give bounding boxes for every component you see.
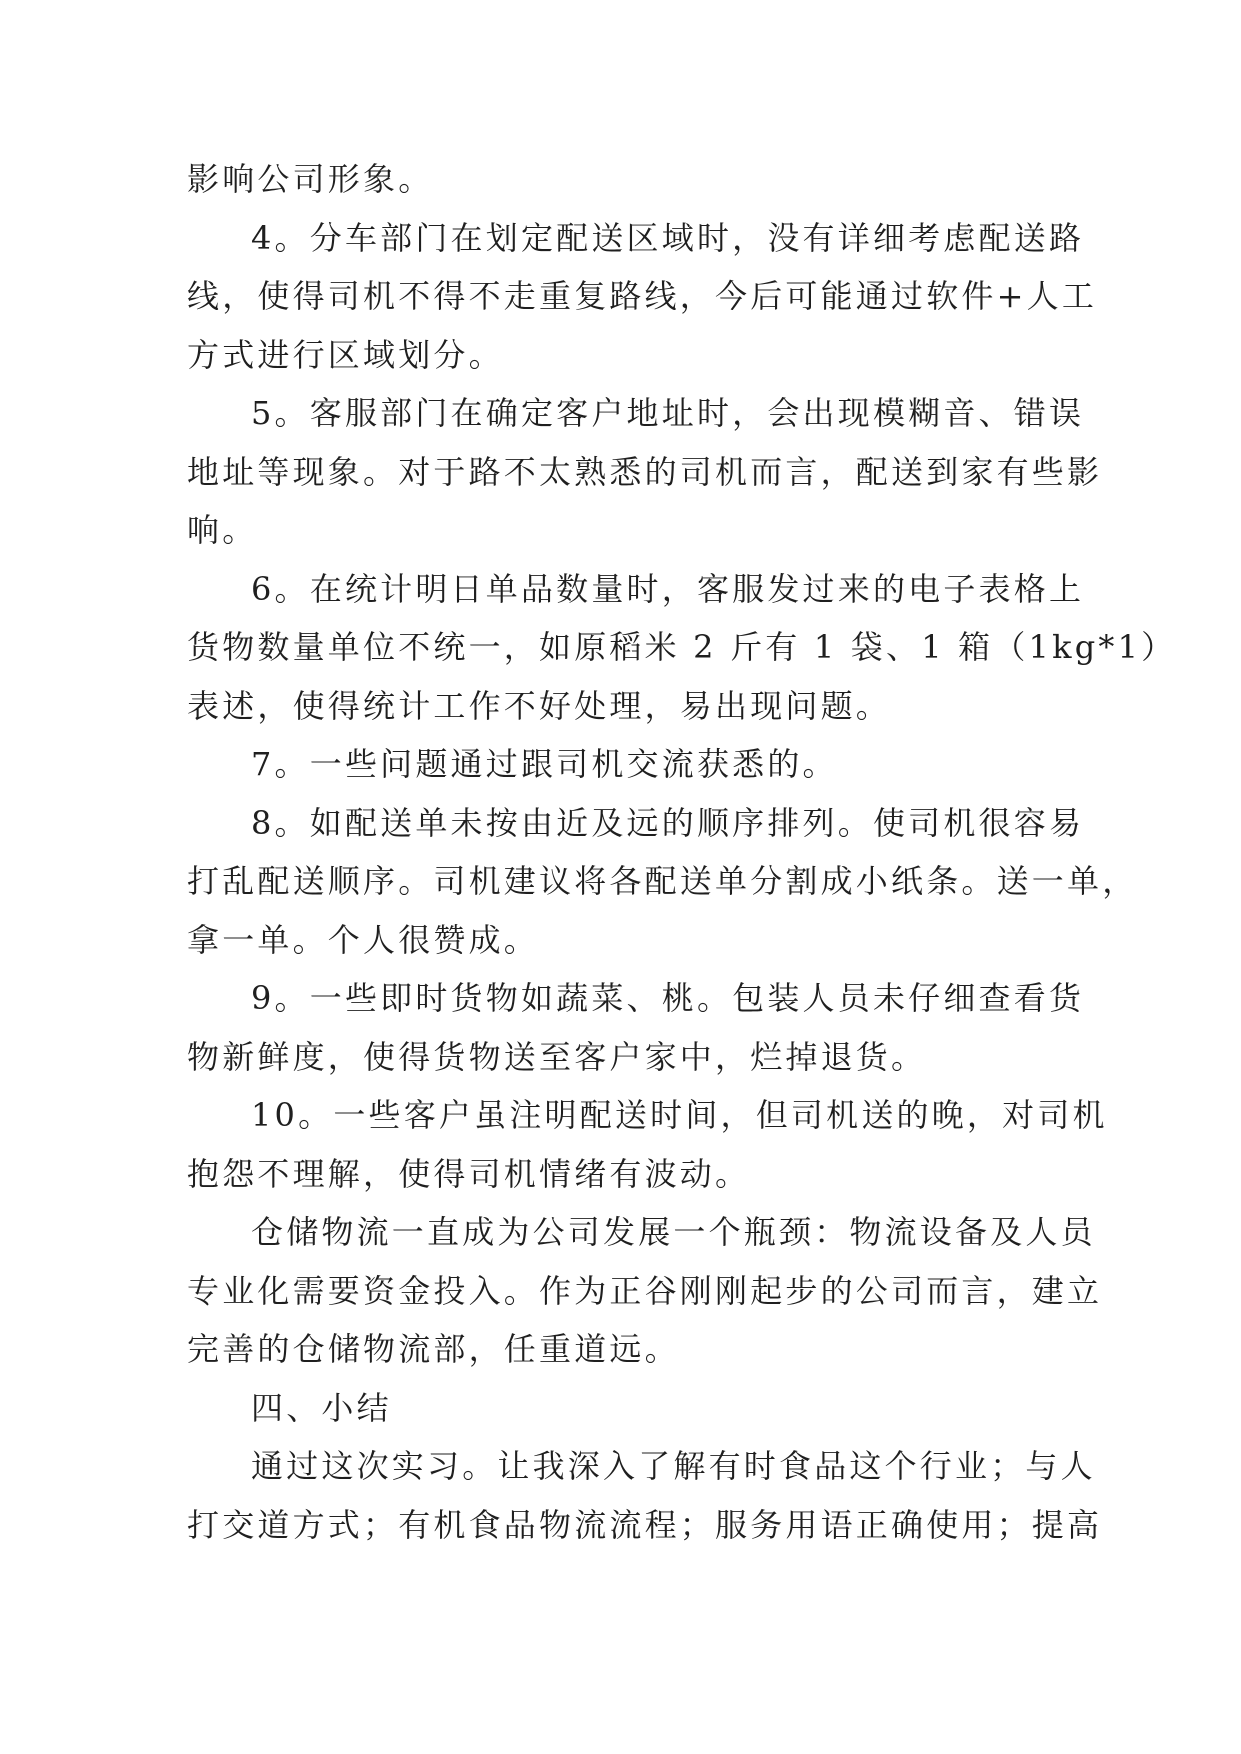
section-heading: [187, 1379, 1057, 1438]
text-line: 6。在统计明日单品数量时，客服发过来的电子表格上: [251, 569, 1085, 608]
paragraph-item-7: [187, 735, 1057, 794]
paragraph-continuation: [187, 150, 1057, 209]
text-line: 10。一些客户虽注明配送时间，但司机送的晚，对司机: [251, 1096, 1108, 1134]
paragraph-warehouse-summary: [187, 1203, 1103, 1379]
paragraph-item-8: [187, 794, 1138, 970]
paragraph-item-10: [187, 1086, 1108, 1203]
text-line: 物新鲜度，使得货物送至客户家中，烂掉退货。: [187, 1037, 927, 1076]
text-line: 响。: [187, 511, 258, 549]
document-body: [187, 150, 1177, 1554]
section-heading-text: 四、小结: [251, 1388, 392, 1427]
text-line: 4。分车部门在划定配送区域时，没有详细考虑配送路: [251, 218, 1085, 257]
text-line: 8。如配送单未按由近及远的顺序排列。使司机很容易: [251, 803, 1085, 842]
paragraph-item-4: [187, 209, 1098, 385]
text-line: 表述，使得统计工作不好处理，易出现问题。: [187, 686, 892, 725]
paragraph-item-6: [187, 560, 1177, 736]
text-line: 地址等现象。对于路不太熟悉的司机而言，配送到家有些影: [187, 452, 1103, 491]
text-line: 抱怨不理解，使得司机情绪有波动。: [187, 1154, 751, 1193]
text-line: 影响公司形象。: [187, 160, 434, 198]
paragraph-item-5: [187, 384, 1103, 560]
text-line: 完善的仓储物流部，任重道远。: [187, 1330, 680, 1368]
text-line: 通过这次实习。让我深入了解有时食品这个行业；与人: [251, 1447, 1096, 1485]
text-line: 线，使得司机不得不走重复路线，今后可能通过软件+人工: [187, 277, 1098, 315]
text-line: 货物数量单位不统一，如原稻米 2 斤有 1 袋、1 箱（1kg*1）: [187, 628, 1177, 666]
text-line: 仓储物流一直成为公司发展一个瓶颈：物流设备及人员: [251, 1213, 1096, 1251]
paragraph-conclusion: [187, 1437, 1103, 1554]
text-line: 9。一些即时货物如蔬菜、桃。包装人员未仔细查看货: [251, 979, 1085, 1017]
text-line: 专业化需要资金投入。作为正谷刚刚起步的公司而言，建立: [187, 1271, 1103, 1310]
paragraph-item-9: [187, 969, 1085, 1086]
text-line: 拿一单。个人很赞成。: [187, 920, 540, 959]
text-line: 打乱配送顺序。司机建议将各配送单分割成小纸条。送一单，: [187, 862, 1138, 900]
text-line: 5。客服部门在确定客户地址时，会出现模糊音、错误: [251, 394, 1085, 432]
text-line: 方式进行区域划分。: [187, 335, 504, 374]
text-line: 7。一些问题通过跟司机交流获悉的。: [251, 745, 838, 783]
text-line: 打交道方式；有机食品物流流程；服务用语正确使用；提高: [187, 1505, 1103, 1544]
